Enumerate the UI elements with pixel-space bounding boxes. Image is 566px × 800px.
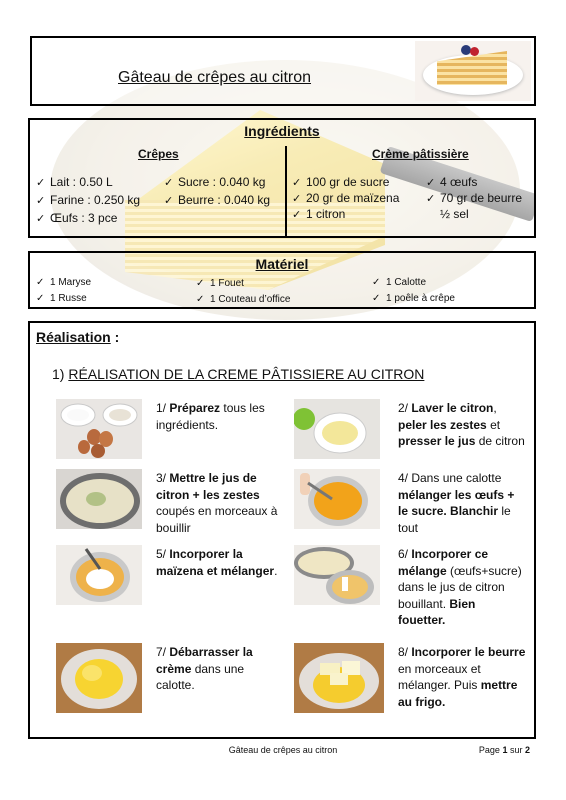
- check-icon: ✓: [36, 277, 45, 288]
- step-2-photo: [294, 399, 380, 459]
- step-text-run: Incorporer ce mélange: [398, 547, 489, 578]
- step-text-run: Laver le citron: [411, 401, 494, 415]
- step-text-run: Mettre le jus de citron + les zestes: [156, 471, 260, 502]
- check-icon: ✓: [196, 278, 205, 289]
- step-text-run: Incorporer la maïzena et mélanger: [156, 547, 275, 578]
- check-icon: ✓: [164, 177, 174, 189]
- ingredient-item: ✓ 100 gr de sucre: [292, 175, 390, 189]
- step-text-run: Débarrasser la crème: [156, 645, 253, 676]
- step-text-run: en morceaux et mélanger. Puis: [398, 661, 481, 692]
- step-1-photo: [56, 399, 142, 459]
- step-2-text: [398, 400, 526, 450]
- crepes-heading: Crêpes: [138, 147, 179, 161]
- raspberry-shape: [470, 47, 479, 56]
- ingredient-item: ✓ Farine : 0.250 kg: [36, 193, 141, 207]
- materiel-item: ✓ 1 Fouet: [196, 278, 244, 289]
- materiel-item: ✓ 1 Maryse: [36, 277, 92, 288]
- check-icon: ✓: [372, 277, 381, 288]
- step-text-run: Préparez: [169, 401, 221, 415]
- ingredient-item: ✓ Lait : 0.50 L: [36, 175, 113, 189]
- step-3-photo: [56, 469, 142, 529]
- check-icon: ✓: [426, 193, 436, 205]
- check-icon: ✓: [292, 193, 302, 205]
- step-text-run: tous les ingrédients.: [156, 401, 265, 432]
- step-text-run: peler les zestes: [398, 417, 487, 432]
- ingredient-item: ✓ Sucre : 0.040 kg: [164, 175, 266, 189]
- step-text-run: ,: [493, 401, 497, 415]
- step-text-run: 5/: [156, 547, 170, 561]
- creme-heading: Crème pâtissière: [372, 147, 469, 161]
- step-text-run: 2/: [398, 401, 412, 415]
- page-title: Gâteau de crêpes au citron: [118, 69, 312, 86]
- step-text-run: 1/: [156, 401, 170, 415]
- step-7-photo: [56, 643, 142, 713]
- step-text-run: et: [486, 417, 501, 432]
- step-text-run: dans une calotte.: [156, 661, 245, 692]
- ingredients-box: [28, 118, 536, 238]
- step-text-run: 6/: [398, 547, 412, 561]
- step-text-run: coupés en morceaux à bouillir: [156, 504, 278, 535]
- realisation-box: [28, 321, 536, 739]
- step-6-photo: [294, 545, 380, 605]
- ingredients-heading: Ingrédients: [244, 123, 320, 139]
- step-5-photo: [56, 545, 142, 605]
- realisation-heading: Réalisation :: [36, 329, 120, 345]
- check-icon: ✓: [36, 213, 46, 225]
- step-text-run: mettre au frigo.: [398, 678, 518, 709]
- step-5-text: [156, 546, 284, 579]
- step-6-text: [398, 546, 526, 629]
- step-8-text: [398, 644, 526, 710]
- step-text-run: mélanger les œufs + le sucre. Blanchir: [398, 487, 515, 518]
- ingredient-item: ✓ Œufs : 3 pce: [36, 211, 118, 225]
- step-7-text: [156, 644, 284, 694]
- step-text-run: .: [274, 563, 278, 578]
- section-title: 1) RÉALISATION DE LA CREME PÂTISSIERE AU CITRON: [52, 366, 425, 382]
- title-box: [30, 36, 536, 106]
- check-icon: ✓: [292, 209, 302, 221]
- step-text-run: Incorporer le beurre: [411, 645, 526, 659]
- step-text-run: de citron: [475, 434, 525, 448]
- step-text-run: (œufs+sucre) dans le jus de citron bouillant.: [398, 563, 522, 611]
- materiel-box: [28, 251, 536, 309]
- footer-title: Gâteau de crêpes au citron: [228, 745, 338, 755]
- step-text-run: Bien fouetter.: [398, 596, 476, 627]
- materiel-heading: Matériel: [255, 256, 309, 272]
- step-8-photo: [294, 643, 384, 713]
- ingredient-item: ✓ 1 citron: [292, 207, 346, 221]
- check-icon: ✓: [196, 294, 205, 305]
- materiel-item: ✓ 1 Calotte: [372, 277, 427, 288]
- ingredient-item: ✓ 20 gr de maïzena: [292, 191, 400, 205]
- check-icon: ✓: [164, 195, 174, 207]
- step-text-run: 4/ Dans une calotte: [398, 471, 502, 485]
- step-text-run: 7/: [156, 645, 170, 659]
- footer-page-number: Page 1 sur 2: [478, 745, 530, 755]
- materiel-item: ✓ 1 Russe: [36, 293, 87, 304]
- ingredients-divider: [285, 146, 287, 236]
- step-text-run: 3/: [156, 471, 170, 485]
- check-icon: ✓: [36, 293, 45, 304]
- ingredient-item: ✓ 4 œufs: [426, 175, 478, 189]
- check-icon: ✓: [372, 293, 381, 304]
- step-3-text: [156, 470, 284, 536]
- title-cake-photo: [415, 41, 531, 101]
- step-text-run: le tout: [398, 504, 511, 535]
- ingredient-item: ½ sel: [440, 207, 469, 221]
- check-icon: ✓: [36, 177, 46, 189]
- ingredient-item: ✓ Beurre : 0.040 kg: [164, 193, 271, 207]
- step-text-run: presser le jus: [398, 434, 476, 448]
- step-text-run: 8/: [398, 645, 412, 659]
- check-icon: ✓: [426, 177, 436, 189]
- materiel-item: ✓ 1 Couteau d’office: [196, 294, 291, 305]
- materiel-item: ✓ 1 poêle à crêpe: [372, 293, 455, 304]
- check-icon: ✓: [36, 195, 46, 207]
- step-1-text: [156, 400, 284, 433]
- check-icon: ✓: [292, 177, 302, 189]
- ingredient-item: ✓ 70 gr de beurre: [426, 191, 523, 205]
- step-4-photo: [294, 469, 380, 529]
- step-4-text: [398, 470, 526, 536]
